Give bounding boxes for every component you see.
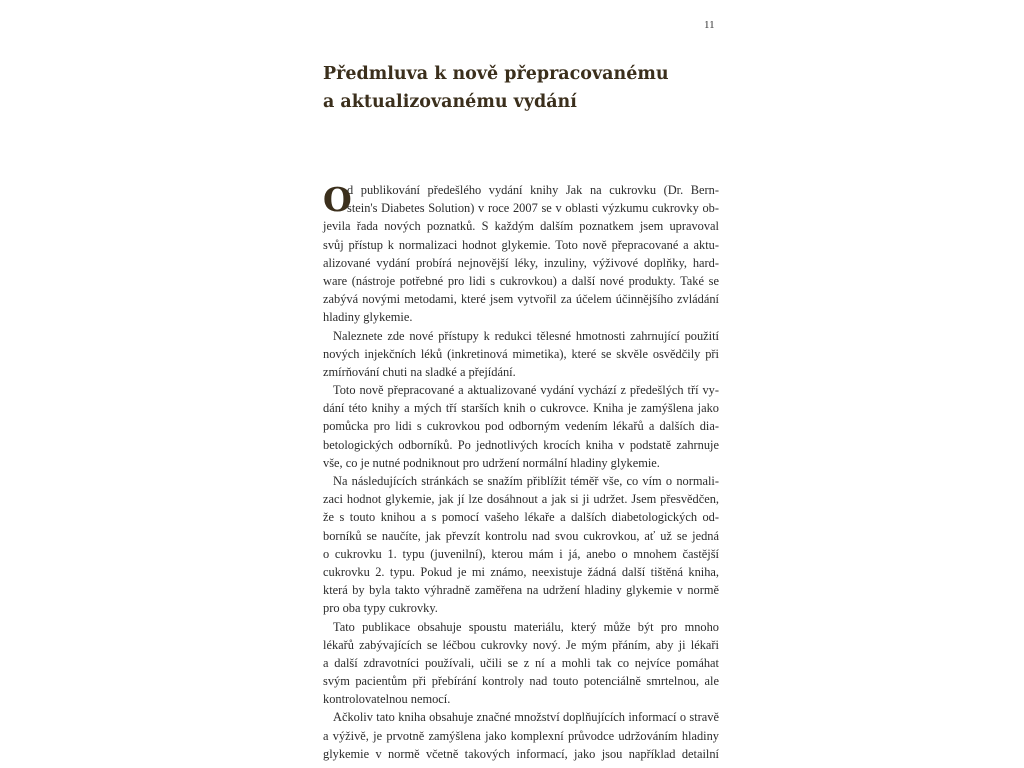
text-line: zmírňování chuti na sladké a přejídání.: [323, 364, 516, 379]
text-line: která by byla takto výhradně zaměřena na udržení hladiny glykemie v normě: [323, 583, 719, 598]
drop-cap: O: [323, 180, 352, 219]
text-line: alizované vydání probírá nejnovější léky, inzuliny, výživové doplňky, hard-: [323, 255, 719, 270]
text-line: svůj přístup k normalizaci hodnot glykemie. Toto nově přepracované a aktu-: [323, 237, 719, 252]
text-line: cukrovku 2. typu. Pokud je mi známo, neexistuje žádná další tištěná kniha,: [323, 564, 719, 579]
text-line: glykemie v normě včetně takových informací, jako jsou například detailní: [323, 746, 719, 761]
text-line: zaci hodnot glykemie, jak jí lze dosáhnout a jak si ji udržet. Jsem přesvědčen,: [323, 492, 719, 507]
text-line: Na následujících stránkách se snažím přiblížit téměř vše, co vím o normali-: [333, 474, 719, 488]
text-line: Tato publikace obsahuje spoustu materiálu, který může být pro mnoho: [333, 619, 719, 634]
first-paragraph-opening: [323, 181, 719, 217]
text-line: d publikování předešlého vydání knihy Jak na cukrovku (Dr. Bern-: [347, 183, 719, 197]
text-line: Toto nově přepracované a aktualizované vydání vychází z předešlých tří vy-: [333, 383, 719, 398]
body-text: [323, 181, 719, 763]
text-line: betologických odborníků. Po jednotlivých krocích kniha v podstatě zahrnuje: [323, 437, 719, 452]
text-line: pro oba typy cukrovky.: [323, 601, 438, 616]
text-line: o cukrovku 1. typu (juvenilní), kterou mám i já, anebo o mnohem častější: [323, 546, 719, 561]
chapter-title-line-1: Předmluva k nově přepracovanému: [323, 64, 669, 84]
text-line: svým pacientům při přebírání kontroly nad touto potenciálně smrtelnou, ale: [323, 674, 719, 689]
text-line: pomůcka pro lidi s cukrovkou pod odborným vedením lékařů a dalších dia-: [323, 419, 719, 434]
text-line: že s touto knihou a s pomocí vašeho lékaře a dalších diabetologických od-: [323, 510, 719, 525]
text-line: lékařů zabývajících se léčbou cukrovky nový. Je mým přáním, aby ji lékaři: [323, 637, 719, 652]
text-line: dání této knihy a mých tří starších knih o cukrovce. Kniha je zamýšlena jako: [323, 401, 719, 416]
text-line: a výživě, je prvotně zamýšlena jako komplexní průvodce udržováním hladiny: [323, 728, 719, 743]
text-line: zabývá novými metodami, které jsem vytvořil za účelem účinnějšího zvládání: [323, 292, 719, 307]
text-line: nových injekčních léků (inkretinová mimetika), které se skvěle osvědčily při: [323, 346, 719, 361]
text-line: jevila řada nových poznatků. S každým dalším poznatkem jsem upravoval: [323, 219, 719, 234]
text-line: ware (nástroje potřebné pro lidi s cukrovkou) a další nové produkty. Také se: [323, 273, 719, 288]
text-line: borníků se naučíte, jak převzít kontrolu nad svou cukrovkou, ať už se jedná: [323, 528, 719, 543]
text-line: kontrolovatelnou nemocí.: [323, 692, 451, 707]
text-line: stein's Diabetes Solution) v roce 2007 se v oblasti výzkumu cukrovky ob-: [347, 201, 719, 216]
text-line: Ačkoliv tato kniha obsahuje značné množství doplňujících informací o stravě: [333, 710, 719, 725]
chapter-title-line-2: a aktualizovanému vydání: [323, 92, 577, 112]
page-number: 11: [704, 19, 715, 31]
text-line: vše, co je nutné podniknout pro udržení normální hladiny glykemie.: [323, 455, 660, 470]
text-line: Naleznete zde nové přístupy k redukci tělesné hmotnosti zahrnující použití: [333, 328, 719, 343]
text-line: hladiny glykemie.: [323, 310, 413, 325]
chapter-title: [323, 60, 723, 116]
text-line: a další zdravotníci používali, učili se z ní a mohli tak co nejvíce pomáhat: [323, 655, 719, 670]
